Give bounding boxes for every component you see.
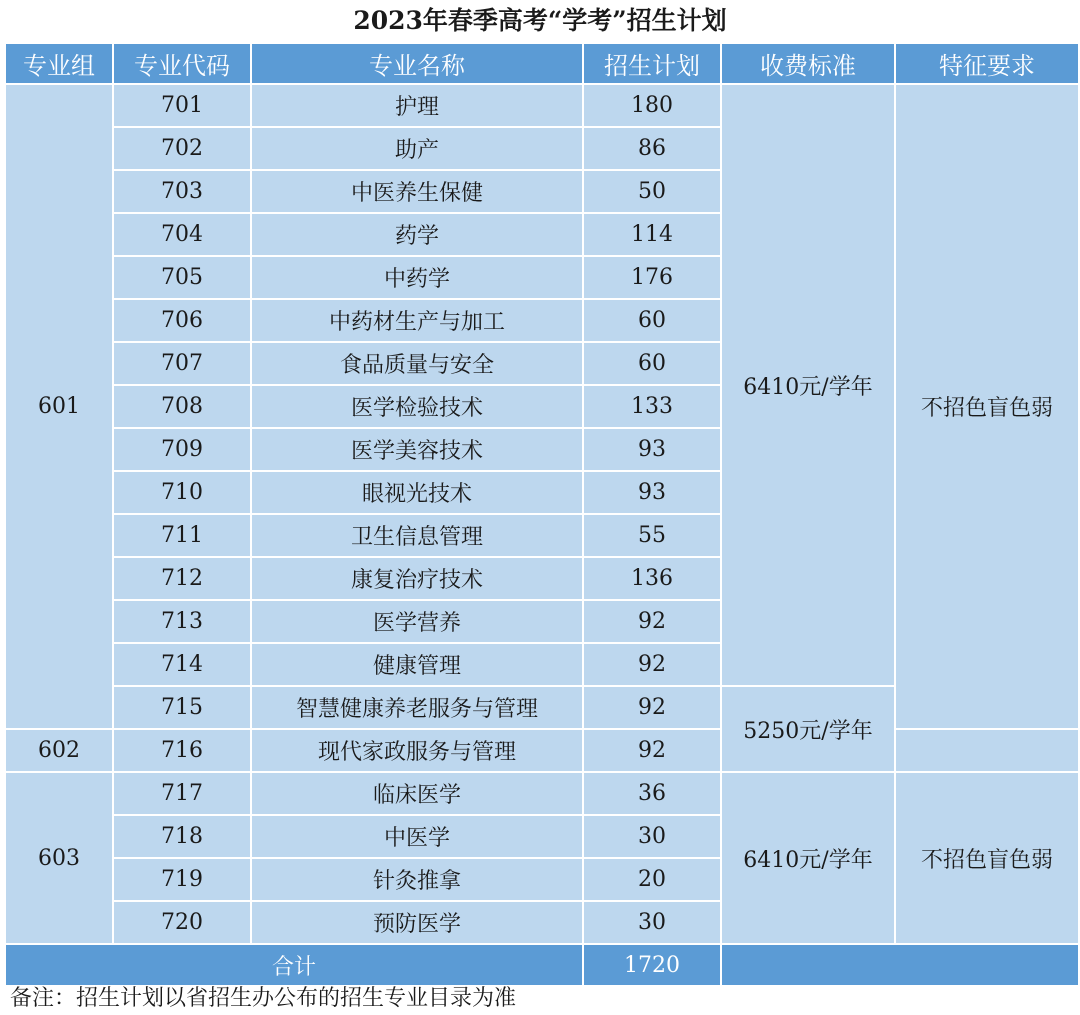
table-row xyxy=(6,730,1078,771)
total-value: 1720 xyxy=(584,945,720,985)
requirement-cell: 不招色盲色弱 xyxy=(896,773,1078,943)
header-code: 专业代码 xyxy=(114,44,250,83)
plan-cell: 176 xyxy=(584,257,720,298)
plan-cell: 30 xyxy=(584,816,720,857)
name-cell: 医学检验技术 xyxy=(252,386,582,427)
code-cell: 701 xyxy=(114,85,250,126)
name-cell: 康复治疗技术 xyxy=(252,558,582,599)
code-cell: 718 xyxy=(114,816,250,857)
code-cell: 717 xyxy=(114,773,250,814)
total-empty-cell xyxy=(722,945,1078,985)
code-cell: 706 xyxy=(114,300,250,341)
plan-cell: 86 xyxy=(584,128,720,169)
header-name: 专业名称 xyxy=(252,44,582,83)
plan-cell: 114 xyxy=(584,214,720,255)
plan-cell: 55 xyxy=(584,515,720,556)
plan-cell: 60 xyxy=(584,343,720,384)
name-cell: 现代家政服务与管理 xyxy=(252,730,582,771)
plan-cell: 136 xyxy=(584,558,720,599)
name-cell: 药学 xyxy=(252,214,582,255)
name-cell: 中药材生产与加工 xyxy=(252,300,582,341)
code-cell: 716 xyxy=(114,730,250,771)
group-cell: 603 xyxy=(6,773,112,943)
code-cell: 712 xyxy=(114,558,250,599)
header-group: 专业组 xyxy=(6,44,112,83)
code-cell: 704 xyxy=(114,214,250,255)
plan-cell: 50 xyxy=(584,171,720,212)
code-cell: 719 xyxy=(114,859,250,900)
name-cell: 临床医学 xyxy=(252,773,582,814)
plan-cell: 36 xyxy=(584,773,720,814)
name-cell: 医学美容技术 xyxy=(252,429,582,470)
requirement-cell xyxy=(896,730,1078,771)
code-cell: 709 xyxy=(114,429,250,470)
table-header-row xyxy=(6,44,1078,83)
code-cell: 710 xyxy=(114,472,250,513)
fee-cell: 6410元/学年 xyxy=(722,773,894,943)
plan-cell: 133 xyxy=(584,386,720,427)
code-cell: 707 xyxy=(114,343,250,384)
code-cell: 703 xyxy=(114,171,250,212)
code-cell: 713 xyxy=(114,601,250,642)
plan-cell: 180 xyxy=(584,85,720,126)
code-cell: 702 xyxy=(114,128,250,169)
name-cell: 护理 xyxy=(252,85,582,126)
name-cell: 医学营养 xyxy=(252,601,582,642)
code-cell: 711 xyxy=(114,515,250,556)
name-cell: 卫生信息管理 xyxy=(252,515,582,556)
plan-cell: 92 xyxy=(584,644,720,685)
requirement-cell: 不招色盲色弱 xyxy=(896,85,1078,728)
code-cell: 705 xyxy=(114,257,250,298)
fee-cell: 6410元/学年 xyxy=(722,85,894,685)
plan-cell: 92 xyxy=(584,730,720,771)
total-row xyxy=(6,945,1078,985)
name-cell: 智慧健康养老服务与管理 xyxy=(252,687,582,728)
total-label: 合计 xyxy=(6,945,582,985)
plan-cell: 92 xyxy=(584,687,720,728)
code-cell: 720 xyxy=(114,902,250,943)
plan-cell: 60 xyxy=(584,300,720,341)
plan-cell: 92 xyxy=(584,601,720,642)
plan-cell: 93 xyxy=(584,472,720,513)
code-cell: 715 xyxy=(114,687,250,728)
name-cell: 中医养生保健 xyxy=(252,171,582,212)
page-title: 2023年春季高考“学考”招生计划 xyxy=(353,6,727,35)
code-cell: 714 xyxy=(114,644,250,685)
header-requirement: 特征要求 xyxy=(896,44,1078,83)
header-plan: 招生计划 xyxy=(584,44,720,83)
code-cell: 708 xyxy=(114,386,250,427)
name-cell: 中药学 xyxy=(252,257,582,298)
table-row xyxy=(6,85,1078,126)
plan-cell: 93 xyxy=(584,429,720,470)
fee-cell: 5250元/学年 xyxy=(722,687,894,771)
plan-cell: 30 xyxy=(584,902,720,943)
footnote: 备注：招生计划以省招生办公布的招生专业目录为准 xyxy=(10,986,517,1011)
group-cell: 601 xyxy=(6,85,112,728)
enrollment-plan-table xyxy=(4,42,1080,987)
name-cell: 中医学 xyxy=(252,816,582,857)
table-row xyxy=(6,773,1078,814)
plan-cell: 20 xyxy=(584,859,720,900)
name-cell: 食品质量与安全 xyxy=(252,343,582,384)
group-cell: 602 xyxy=(6,730,112,771)
name-cell: 健康管理 xyxy=(252,644,582,685)
name-cell: 针灸推拿 xyxy=(252,859,582,900)
header-fee: 收费标准 xyxy=(722,44,894,83)
name-cell: 眼视光技术 xyxy=(252,472,582,513)
name-cell: 预防医学 xyxy=(252,902,582,943)
name-cell: 助产 xyxy=(252,128,582,169)
